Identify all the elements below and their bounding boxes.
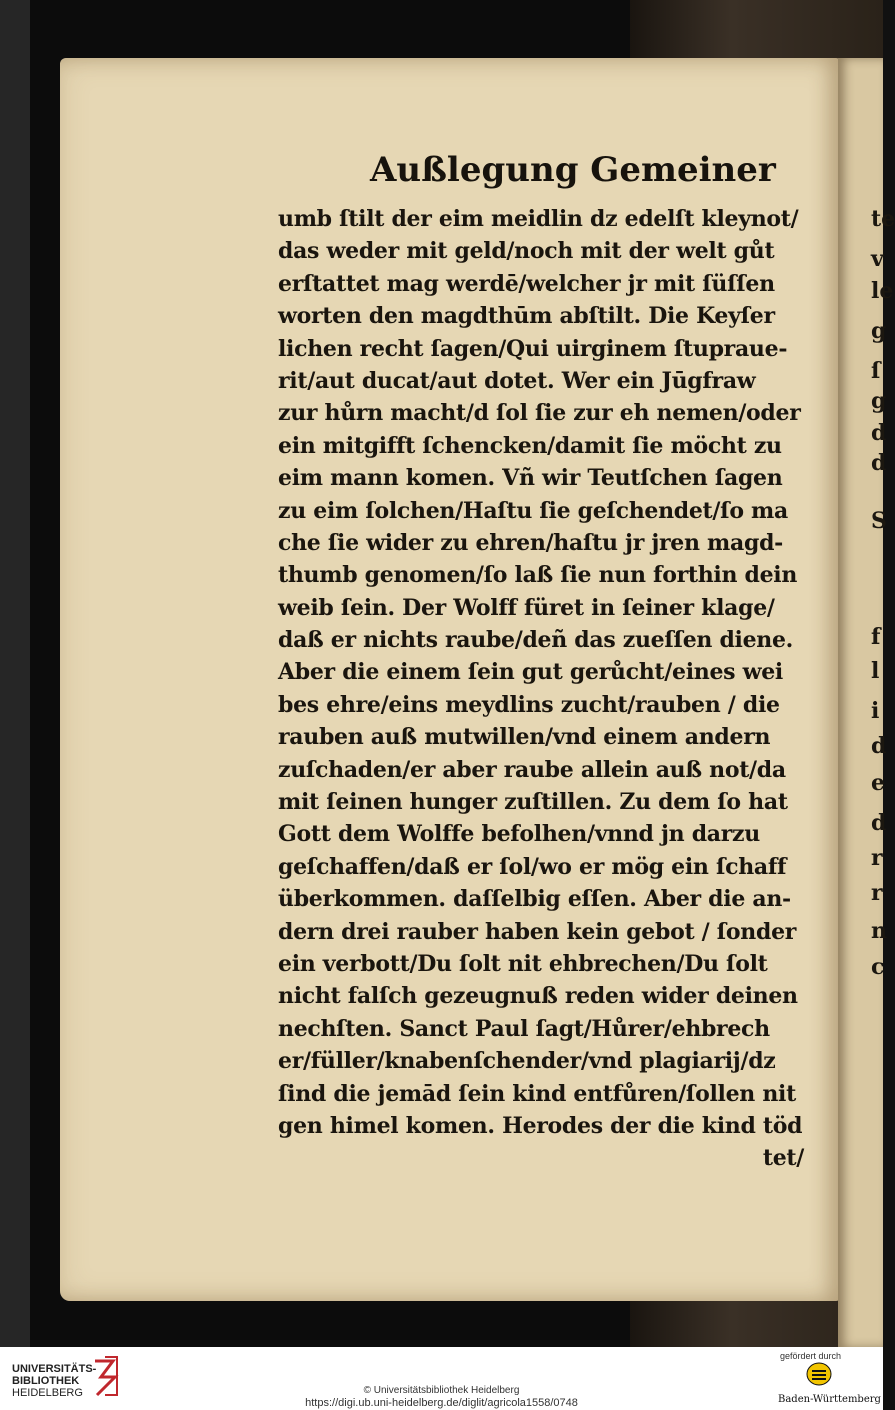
text-line: erſtattet mag werdē/welcher jr mit ſüſſen: [278, 270, 775, 297]
text-line: ſind die jemād ſein kind entfůren/ſollen nit: [278, 1080, 796, 1107]
facing-page-fragment: te: [871, 206, 895, 232]
text-line: ein verbott/Du ſolt nit ehbrechen/Du ſolt: [278, 950, 768, 977]
facing-page-fragment: f: [871, 624, 881, 650]
body-text: [278, 203, 808, 1175]
text-line: weib ſein. Der Wolff füret in ſeiner klage/: [278, 594, 775, 621]
catchword: tet/: [762, 1145, 804, 1172]
facing-page-fragment: g: [871, 318, 887, 344]
text-line: überkommen. daſſelbig eſſen. Aber die an-: [278, 886, 791, 913]
text-line: thumb genomen/ſo laß ſie nun forthin dein: [278, 562, 798, 589]
text-line: worten den magdthūm abſtilt. Die Keyſer: [278, 303, 775, 330]
facing-page-fragment: g: [871, 388, 887, 414]
text-line: Aber die einem ſein gut gerůcht/eines wei: [278, 659, 783, 686]
facing-page-fragment: l: [871, 658, 880, 684]
library-name-line-1: UNIVERSITÄTS-: [12, 1363, 97, 1375]
facing-page-fragment: e: [871, 770, 885, 796]
text-line: ein mitgifft ſchencken/damit ſie möcht zu: [278, 432, 782, 459]
copyright-notice: © Universitätsbibliothek Heidelberg: [363, 1385, 520, 1396]
facing-page-fragment: n: [871, 918, 887, 944]
facing-page-fragment: ſ: [871, 358, 881, 384]
text-line: geſchaffen/daß er ſol/wo er mög ein ſchaff: [278, 853, 787, 880]
text-line: umb ſtilt der eim meidlin dz edelſt kleynot/: [278, 206, 799, 232]
permalink-url[interactable]: https://digi.ub.uni-heidelberg.de/diglit/agricola1558/0748: [305, 1397, 578, 1409]
library-name-line-2: BIBLIOTHEK: [12, 1375, 80, 1387]
text-line: zur hůrn macht/d ſol ſie zur eh nemen/oder: [278, 400, 801, 427]
facing-page-fragment: d: [871, 450, 887, 476]
facing-page-fragment: d: [871, 810, 887, 836]
text-line: er/füller/knabenſchender/vnd plagiarij/dz: [278, 1048, 776, 1075]
facing-page-fragment: r: [871, 880, 883, 906]
facing-page-edge: [838, 58, 895, 1348]
funded-by-label: gefördert durch: [780, 1351, 842, 1361]
text-line: bes ehre/eins meydlins zucht/rauben / die: [278, 691, 780, 718]
text-line: rauben auß mutwillen/vnd einem andern: [278, 724, 771, 751]
facing-page-fragment: le: [871, 278, 894, 304]
text-line: dern drei rauber haben kein gebot / ſonder: [278, 918, 797, 945]
text-line: nicht falſch gezeugnuß reden wider deinen: [278, 983, 798, 1010]
facing-page-fragment: d: [871, 733, 887, 759]
text-line: che ſie wider zu ehren/haſtu jr jren magd-: [278, 529, 783, 556]
text-line: lichen recht ſagen/Qui uirginem ſtupraue-: [278, 335, 788, 362]
facing-page-fragment: i: [871, 698, 880, 724]
text-line: zu eim ſolchen/Haſtu ſie geſchendet/ſo ma: [278, 497, 788, 524]
scan-background-strip: [0, 0, 30, 1347]
library-name-line-3: HEIDELBERG: [12, 1387, 83, 1399]
text-line: das weder mit geld/noch mit der welt gůt: [278, 238, 775, 265]
text-line: gen himel komen. Herodes der die kind töd: [278, 1112, 803, 1139]
facing-page-fragment: r: [871, 845, 883, 871]
state-coat-of-arms-icon: [806, 1362, 832, 1386]
facing-page-fragment: d: [871, 420, 887, 446]
text-line: daß er nichts raube/deñ das zueſſen diene.: [278, 627, 794, 654]
text-line: rit/aut ducat/aut dotet. Wer ein Jūgfraw: [278, 367, 756, 394]
page-heading: Außlegung Gemeiner: [370, 150, 776, 190]
funder-name: Baden-Württemberg: [778, 1394, 881, 1405]
facing-page-fragment: c: [871, 954, 885, 980]
text-line: eim mann komen. Vñ wir Teutſchen ſagen: [278, 465, 783, 492]
text-line: Gott dem Wolffe befolhen/vnnd jn darzu: [278, 821, 760, 848]
text-line: zuſchaden/er aber raube allein auß not/da: [278, 756, 786, 783]
text-line: nechſten. Sanct Paul ſagt/Hůrer/ehbrech: [278, 1015, 770, 1042]
text-line: mit ſeinen hunger zuſtillen. Zu dem ſo hat: [278, 789, 788, 816]
facing-page-fragment: S: [871, 508, 887, 534]
facing-page-fragment: v: [871, 246, 884, 272]
